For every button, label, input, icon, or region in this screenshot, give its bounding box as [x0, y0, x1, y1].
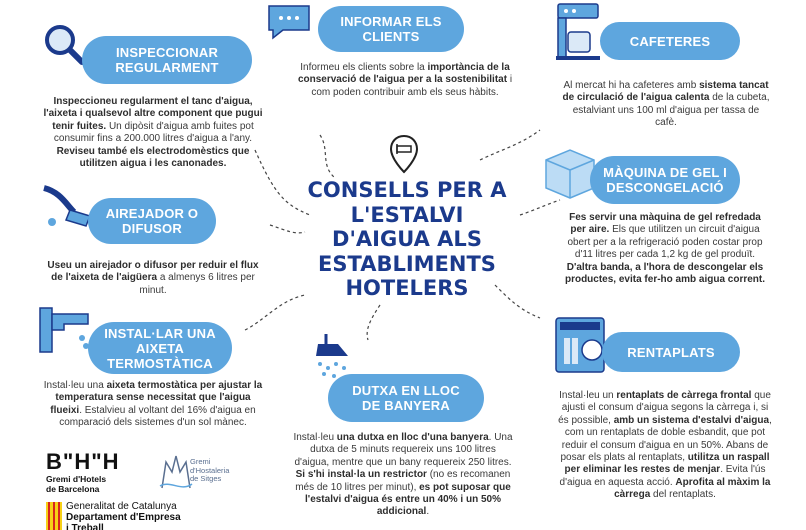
text-gel: Fes servir una màquina de gel refredada per aire. Els que utilitzen un circuit d'aigua obert per a la refrigeració poden costar prop d'11 litres per cada 1,2 kg de gel produït. D'altra banda, a l'hora de descongelar els productes, evita fer-ho amb aigua corrent.	[564, 212, 766, 286]
arrow-informar	[320, 135, 335, 178]
pill-gel: MÀQUINA DE GEL I DESCONGELACIÓ	[590, 156, 740, 204]
arrow-dutxa	[367, 305, 380, 340]
page-title: CONSELLS PER A L'ESTALVI D'AIGUA ALS ESTABLIMENTS HOTELERS	[307, 178, 507, 300]
logo-generalitat	[46, 500, 246, 530]
arrow-cafeteres	[480, 130, 540, 160]
pill-informar: INFORMAR ELS CLIENTS	[318, 6, 464, 52]
pill-cafeteres: CAFETERES	[600, 22, 740, 60]
logo-ghb-line2: de Barcelona	[46, 484, 100, 494]
logo-sitges-line2: d'Hostaleria	[190, 465, 230, 475]
shower-icon	[312, 330, 360, 380]
text-airejador: Useu un airejador o difusor per reduir el flux de l'aixeta de l'aigüera a almenys 6 litres per minut.	[47, 260, 259, 296]
logo-sitges-line3: de Sitges	[190, 474, 222, 483]
senyera-icon	[46, 502, 62, 530]
text-inspeccionar: Inspeccioneu regularment el tanc d'aigua, l'aixeta i qualsevol altre component que pugui tenir fuites. Un dipòsit d'aigua amb fuites pot consumir fins a 200.000 litres d'aigua a l'any. Reviseu també els electrodomèstics que utilitzen aigua i les canonades.	[43, 96, 263, 170]
logo-sitges-line1: Gremi	[190, 457, 211, 466]
text-rentaplats: Instal·leu un rentaplats de càrrega frontal que ajusti el consum d'aigua segons la càrrega i, si és possible, amb un sistema d'estalvi d'aigua, com un rentaplats de doble esbandit, que pot reduir el consum d'aigua en un 50%. Abans de posar els plats al rentaplats, utilitza un raspall per eliminar les restes de menjar. Evita l'ús d'aigua en aquesta acció. Aprofita al màxim la càrrega del rentaplats.	[558, 390, 772, 501]
arrow-termostatica	[245, 295, 305, 330]
logo-ghb-mark: B"H"H	[46, 449, 120, 474]
pill-airejador: AIREJADOR O DIFUSOR	[88, 198, 216, 244]
dishwasher-icon	[552, 314, 608, 376]
text-dutxa: Instal·leu una dutxa en lloc d'una banyera. Una dutxa de 5 minuts requereix uns 100 litres d'aigua, mentre que un bany requereix 250 litres. Si s'hi instal·la un restrictor (no es recomanen més de 10 litres per minut), es pot suposar que l'estalvi d'aigua és entre un 40% i un 50% addicional.	[293, 432, 513, 518]
text-cafeteres: Al mercat hi ha cafeteres amb sistema tancat de circulació de l'aigua calenta de la cubeta, estalviant uns 100 ml d'aigua per tassa de cafè.	[562, 80, 770, 129]
logo-ghb-line1: Gremi d'Hotels	[46, 474, 107, 484]
coffee-machine-icon	[552, 2, 604, 62]
pill-termostatica: INSTAL·LAR UNA AIXETA TERMOSTÀTICA	[88, 322, 232, 374]
logo-gremi-sitges	[158, 452, 248, 492]
pill-inspeccionar: INSPECCIONAR REGULARMENT	[82, 36, 252, 84]
logo-gremi-hotels	[46, 450, 146, 494]
logo-gencat-line2: Departament d'Empresa	[66, 512, 181, 523]
text-informar: Informeu els clients sobre la importància de la conservació de l'aigua per a la sostenibilitat i com poden contribuir amb els seus hàbits.	[297, 62, 513, 98]
text-termostatica: Instal·leu una aixeta termostàtica per ajustar la temperatura sense necessitat que l'aigua flueixi. Estalvieu al voltant del 16% d'aigua en comparació dels sistemes d'un sol mànec.	[43, 380, 263, 429]
logo-gencat-line3: i Treball	[66, 523, 104, 530]
speech-bubble-icon	[265, 2, 315, 42]
sitges-emblem-icon	[158, 452, 194, 492]
logo-gencat-line1: Generalitat de Catalunya	[66, 501, 177, 512]
magnifier-icon	[40, 22, 86, 68]
pill-rentaplats: RENTAPLATS	[602, 332, 740, 372]
hotel-pin-icon	[388, 134, 420, 174]
pill-dutxa: DUTXA EN LLOC DE BANYERA	[328, 374, 484, 422]
arrow-gel	[520, 200, 560, 215]
